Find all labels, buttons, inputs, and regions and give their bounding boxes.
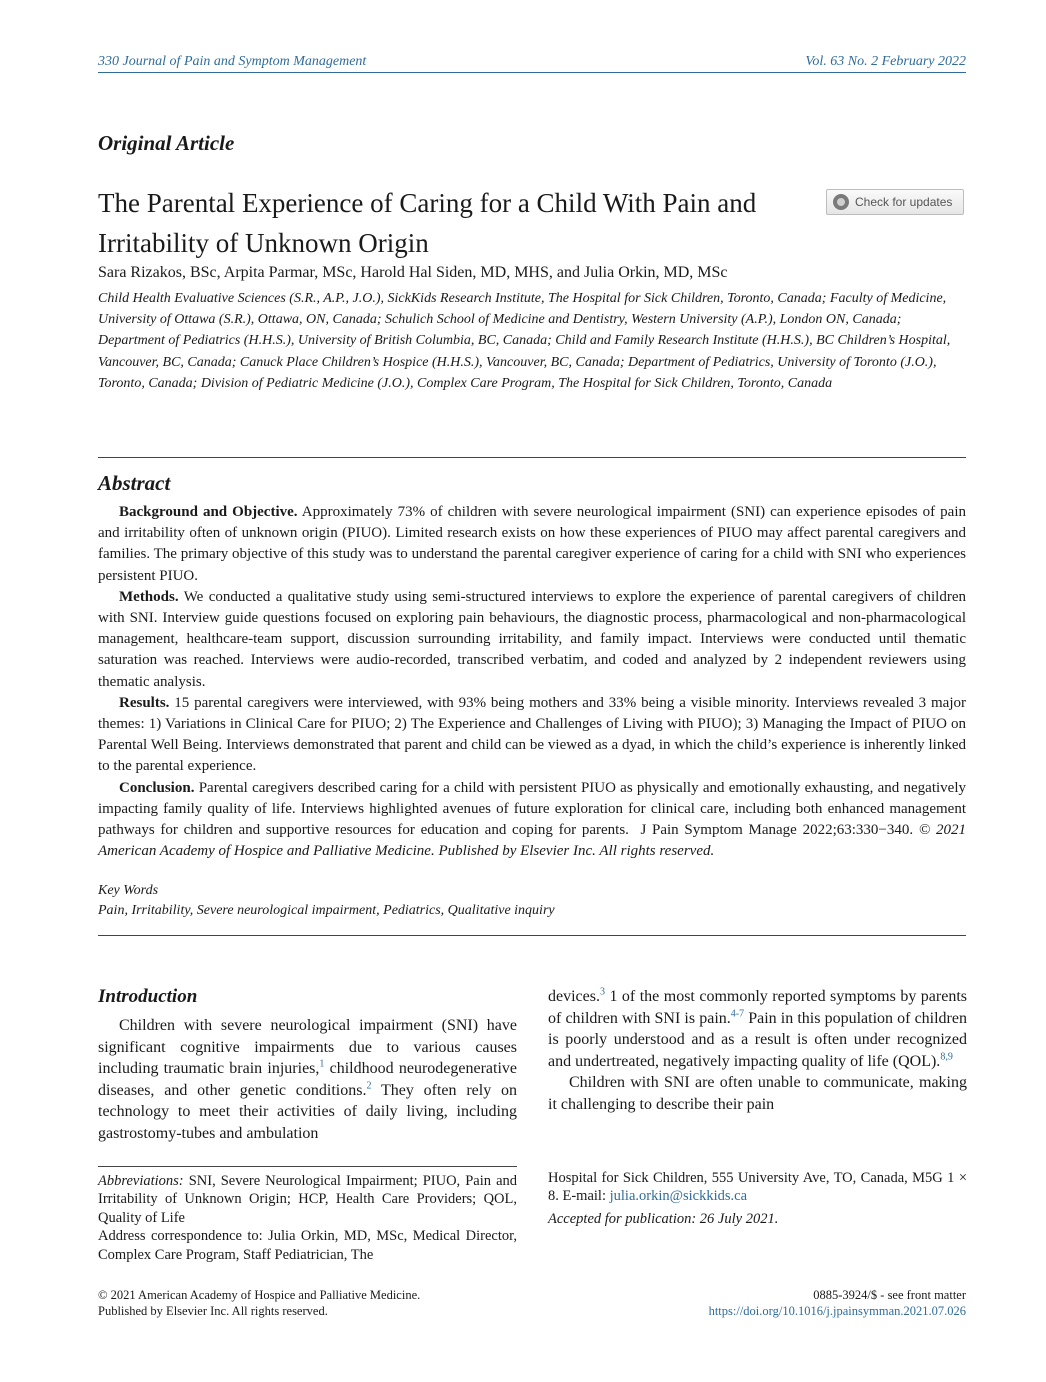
abstract-conclusion	[98, 778, 966, 863]
conclusion-label: Conclusion.	[119, 779, 195, 796]
article-title: The Parental Experience of Caring for a Child With Pain and Irritability of Unknown Origin	[98, 188, 757, 258]
email-link[interactable]: julia.orkin@sickkids.ca	[609, 1188, 748, 1205]
key-words-heading: Key Words	[98, 883, 159, 898]
abstract-top-rule	[98, 457, 966, 458]
address-continued: Hospital for Sick Children, 555 University Ave, TO, Canada, M5G 1 × 8. E-mail:	[548, 1170, 967, 1205]
bottom-copyright-line-1: © 2021 American Academy of Hospice and Palliative Medicine.	[98, 1288, 421, 1302]
intro-paragraph-2: Children with SNI are often unable to communicate, making it challenging to describe their pain	[548, 1074, 967, 1113]
accepted-date: Accepted for publication: 26 July 2021.	[548, 1210, 779, 1227]
keywords-bottom-rule	[98, 935, 966, 936]
reference-link-1[interactable]: 1	[319, 1058, 325, 1070]
abstract-background	[98, 502, 966, 587]
abstract-methods	[98, 587, 966, 693]
crossmark-icon	[833, 194, 849, 210]
abstract-heading: Abstract	[98, 471, 171, 495]
abbreviations-label: Abbreviations:	[98, 1173, 184, 1189]
results-label: Results.	[119, 694, 170, 711]
bottom-copyright	[98, 1287, 420, 1319]
introduction-right-column: devices.$^3$ 1 of the most commonly reported symptoms by parents of children with SNI is pain.$^{4-7}$ Pain in this population of children is poorly understood and as a result is often under recognized and undertreated, negatively impacting quality of life (QOL).$^{8,9}$ Children with SNI are often unable to communicate, making it challenging to describe their pain	[548, 986, 967, 1116]
background-label: Background and Objective.	[119, 504, 298, 520]
article-type: Original Article	[98, 131, 235, 155]
footnote-rule	[98, 1166, 517, 1167]
abstract-body	[98, 502, 966, 862]
conclusion-text: Parental caregivers described caring for a child with persistent PIUO as physically and emotionally exhausting, and negatively impacting family quality of life. Interviews highlighted avenues of future exploration for clinical care, including both enhanced management pathways for children and supportive resources for education and coping for parents.	[98, 779, 966, 839]
reference-link-4[interactable]: 4-7	[730, 1008, 745, 1020]
check-for-updates-button[interactable]	[826, 189, 964, 215]
reference-link-3[interactable]: 3	[599, 986, 605, 998]
abstract-results	[98, 693, 966, 778]
footnotes-right	[548, 1169, 967, 1228]
reference-link-5[interactable]: 8,9	[940, 1051, 953, 1063]
header-rule	[98, 72, 966, 73]
results-text: 15 parental caregivers were interviewed, with 93% being mothers and 33% being a visible minority. Interviews revealed 3 major themes: 1) Variations in Clinical Care for PIUO; 2) The Experience and Challenges of Living with PIUO); 3) Managing the Impact of PIUO on Parental Well Being. Interviews demonstrated that parent and child can be viewed as a dyad, in which the child’s experience is inherently linked to the parental experience.	[98, 694, 966, 775]
introduction-heading: Introduction	[98, 986, 198, 1007]
background-text: Approximately 73% of children with severe neurological impairment (SNI) can experience episodes of pain and irritability often of unknown origin (PIUO). Limited research exists on how these experiences of PIUO may affect parental caregivers and families. The primary objective of this study was to understand the parental caregiver experience of caring for a child with SNI who experiences persistent PIUO.	[98, 504, 966, 584]
running-header	[98, 54, 966, 70]
introduction-left-column: Children with severe neurological impairment (SNI) have significant cognitive impairments due to various causes including traumatic brain injuries,$^1$ childhood neurodegenerative diseases, and other genetic conditions.$^2$ They often rely on technology to meet their activities of daily living, including gastrostomy-tubes and ambulation	[98, 1017, 518, 1142]
check-for-updates-label: Check for updates	[855, 195, 953, 209]
methods-text: We conducted a qualitative study using semi-structured interviews to explore the experience of parental caregivers of children with SNI. Interview guide questions focused on exploring pain behaviours, the diagnostic process, pharmacological and non-pharmacological management, healthcare-team support, discussion surrounding irritability, and family impact. Interviews were conducted until thematic saturation was reached. Interviews were audio-recorded, transcribed verbatim, and coded and analyzed by 2 independent reviewers using thematic analysis.	[98, 588, 966, 690]
bottom-copyright-line-2: Published by Elsevier Inc. All rights reserved.	[98, 1304, 328, 1318]
intro-text-5: Pain in this population of children is poorly understood and as a result is often under recognized and undertreated, negatively impacting quality of life (QOL).	[548, 1009, 967, 1070]
methods-label: Methods.	[119, 588, 179, 605]
citation: J Pain Symptom Manage 2022;63:330−340.	[640, 822, 914, 839]
intro-text-4: 1 of the most commonly reported symptoms by parents of children with SNI is pain.	[548, 988, 967, 1027]
key-words-list: Pain, Irritability, Severe neurological impairment, Pediatrics, Qualitative inquiry	[98, 903, 555, 918]
affiliations: Child Health Evaluative Sciences (S.R., A.P., J.O.), SickKids Research Institute, The Hospital for Sick Children, Toronto, Canada; Faculty of Medicine, University of Ottawa (S.R.), Ottawa, ON, Canada; Schulich School of Medicine and Dentistry, Western University (A.P.), London ON, Canada; Department of Pediatrics (H.H.S.), University of British Columbia, BC, Canada; Child and Family Research Institute (H.H.S.), BC Children’s Hospital, Vancouver, BC, Canada; Canuck Place Children’s Hospice (H.H.S.), Vancouver, BC, Canada; Department of Pediatrics, University of Toronto (J.O.), Toronto, Canada; Division of Pediatric Medicine (J.O.), Complex Care Program, The Hospital for Sick Children, Toronto, Canada	[98, 291, 951, 391]
bottom-issn	[709, 1287, 966, 1319]
issn-text: 0885-3924/$ - see front matter	[813, 1288, 966, 1302]
intro-text-2: childhood neurodegenerative diseases, and other genetic conditions.	[98, 1060, 518, 1099]
footnotes-left	[98, 1172, 517, 1264]
intro-text-1: Children with severe neurological impairment (SNI) have significant cognitive impairments due to various causes including traumatic brain injuries,	[98, 1017, 517, 1078]
doi-link[interactable]: https://doi.org/10.1016/j.jpainsymman.2021.07.026	[708, 1304, 966, 1318]
running-header-left: 330 Journal of Pain and Symptom Management	[98, 54, 367, 69]
abstract-copyright: © 2021 American Academy of Hospice and Palliative Medicine. Published by Elsevier Inc. All rights reserved.	[98, 822, 967, 860]
address-correspondence: Address correspondence to: Julia Orkin, MD, MSc, Medical Director, Complex Care Program, Staff Pediatrician, The	[98, 1228, 517, 1263]
authors: Sara Rizakos, BSc, Arpita Parmar, MSc, Harold Hal Siden, MD, MHS, and Julia Orkin, MD, MSc	[98, 264, 728, 281]
abbreviations-text: SNI, Severe Neurological Impairment; PIUO, Pain and Irritability of Unknown Origin; HCP, Health Care Providers; QOL, Quality of Life	[98, 1173, 518, 1226]
reference-link-2[interactable]: 2	[366, 1080, 372, 1092]
running-header-right: Vol. 63 No. 2 February 2022	[805, 54, 966, 69]
